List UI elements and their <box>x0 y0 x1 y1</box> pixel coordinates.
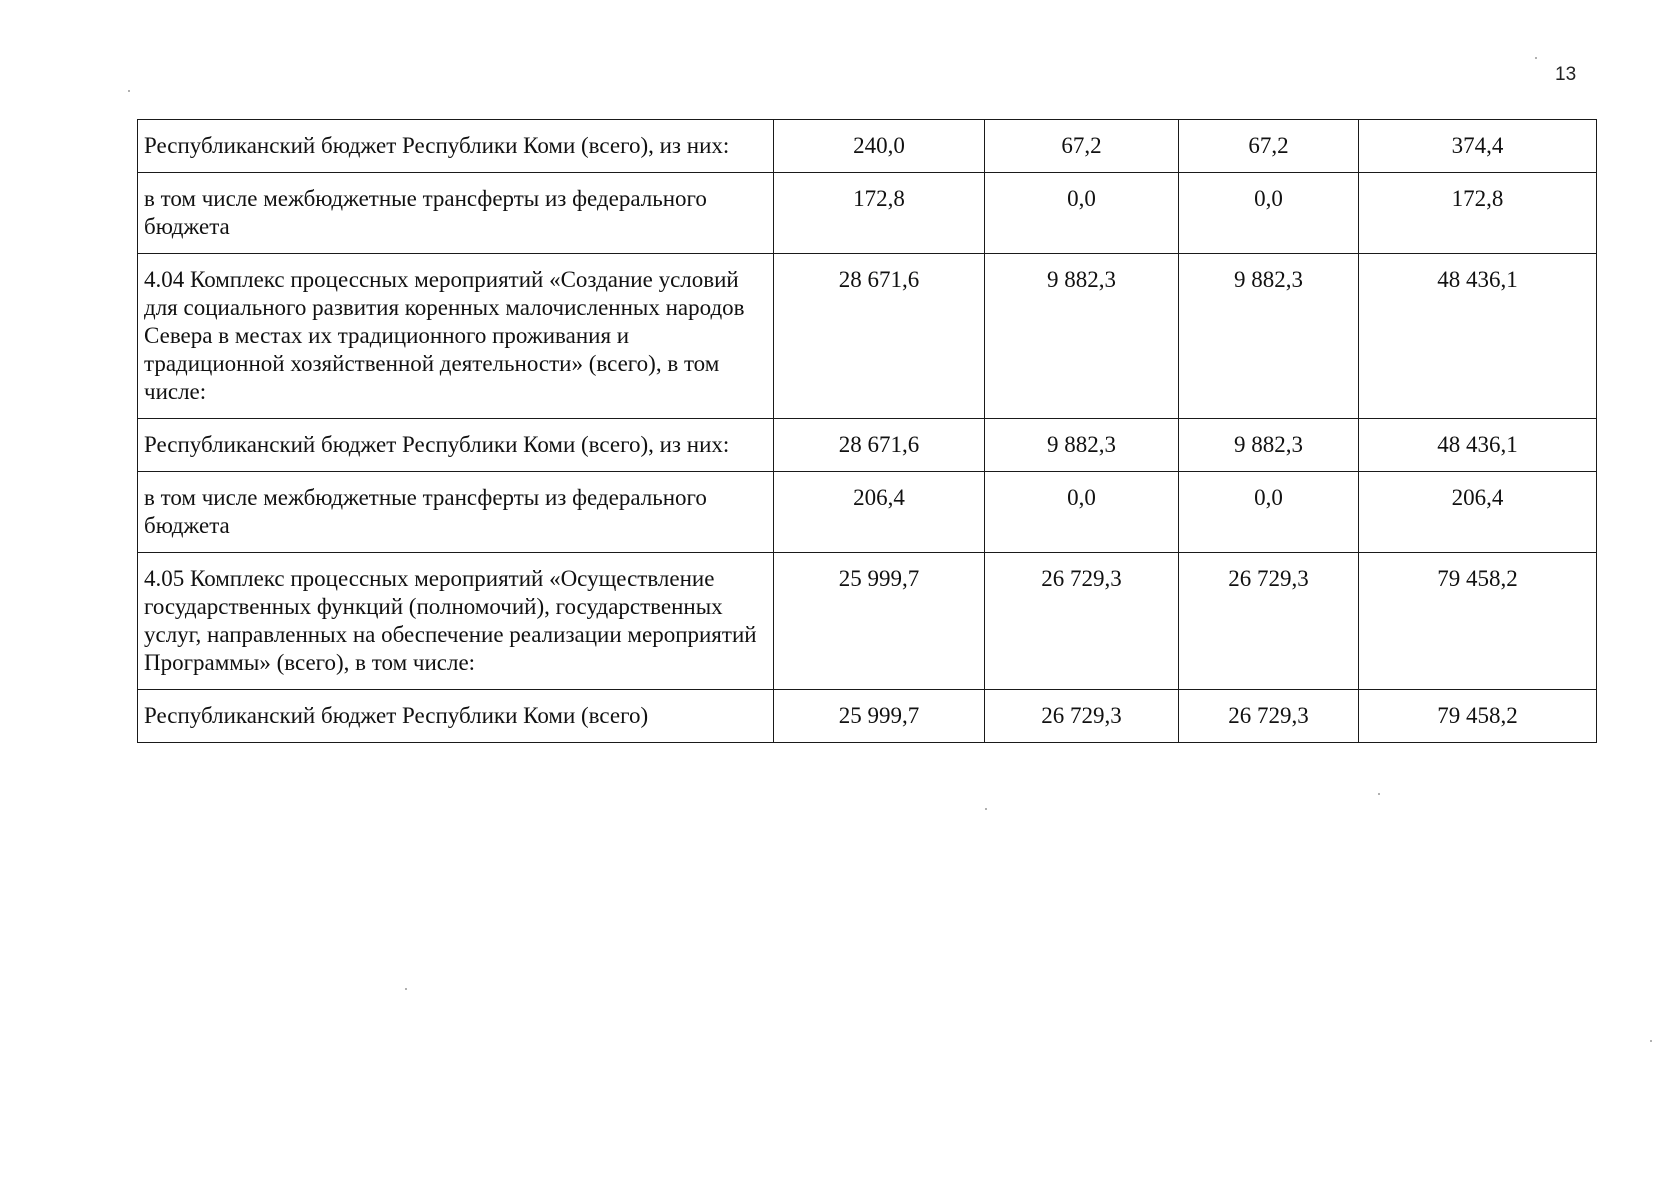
value-year-3: 9 882,3 <box>1179 254 1359 419</box>
value-year-3: 67,2 <box>1179 120 1359 173</box>
value-year-1: 28 671,6 <box>774 254 985 419</box>
value-year-3: 0,0 <box>1179 173 1359 254</box>
scan-speck <box>128 90 130 92</box>
value-year-1: 206,4 <box>774 472 985 553</box>
row-label: Республиканский бюджет Республики Коми (всего) <box>138 690 774 743</box>
table-row <box>138 690 1597 743</box>
scan-speck <box>1535 57 1537 59</box>
value-year-2: 0,0 <box>985 173 1179 254</box>
budget-table <box>137 119 1597 743</box>
scan-speck <box>1378 793 1380 795</box>
value-year-2: 9 882,3 <box>985 419 1179 472</box>
scan-speck <box>405 988 407 990</box>
value-year-1: 172,8 <box>774 173 985 254</box>
value-year-2: 26 729,3 <box>985 553 1179 690</box>
value-year-1: 28 671,6 <box>774 419 985 472</box>
value-total: 79 458,2 <box>1359 553 1597 690</box>
value-year-1: 240,0 <box>774 120 985 173</box>
value-year-3: 0,0 <box>1179 472 1359 553</box>
row-label: Республиканский бюджет Республики Коми (всего), из них: <box>138 419 774 472</box>
scan-speck <box>1650 1040 1652 1042</box>
scan-speck <box>985 808 987 810</box>
table-row <box>138 173 1597 254</box>
value-total: 172,8 <box>1359 173 1597 254</box>
table-row <box>138 419 1597 472</box>
table-row <box>138 254 1597 419</box>
value-year-2: 0,0 <box>985 472 1179 553</box>
value-year-2: 26 729,3 <box>985 690 1179 743</box>
row-label: в том числе межбюджетные трансферты из федерального бюджета <box>138 472 774 553</box>
value-year-3: 9 882,3 <box>1179 419 1359 472</box>
table-row <box>138 472 1597 553</box>
table-row <box>138 553 1597 690</box>
value-year-3: 26 729,3 <box>1179 553 1359 690</box>
value-total: 48 436,1 <box>1359 254 1597 419</box>
value-total: 206,4 <box>1359 472 1597 553</box>
row-label: Республиканский бюджет Республики Коми (всего), из них: <box>138 120 774 173</box>
value-year-1: 25 999,7 <box>774 553 985 690</box>
value-year-2: 9 882,3 <box>985 254 1179 419</box>
value-year-3: 26 729,3 <box>1179 690 1359 743</box>
table-row <box>138 120 1597 173</box>
value-year-1: 25 999,7 <box>774 690 985 743</box>
row-label: в том числе межбюджетные трансферты из федерального бюджета <box>138 173 774 254</box>
value-total: 48 436,1 <box>1359 419 1597 472</box>
value-total: 79 458,2 <box>1359 690 1597 743</box>
value-total: 374,4 <box>1359 120 1597 173</box>
page-number: 13 <box>1555 64 1577 85</box>
value-year-2: 67,2 <box>985 120 1179 173</box>
row-label: 4.04 Комплекс процессных мероприятий «Создание условий для социального развития коренных малочисленных народов Севера в местах их традиционного проживания и традиционной хозяйственной деятельности» (всего), в том числе: <box>138 254 774 419</box>
row-label: 4.05 Комплекс процессных мероприятий «Осуществление государственных функций (полномочий), государственных услуг, направленных на обеспечение реализации мероприятий Программы» (всего), в том числе: <box>138 553 774 690</box>
